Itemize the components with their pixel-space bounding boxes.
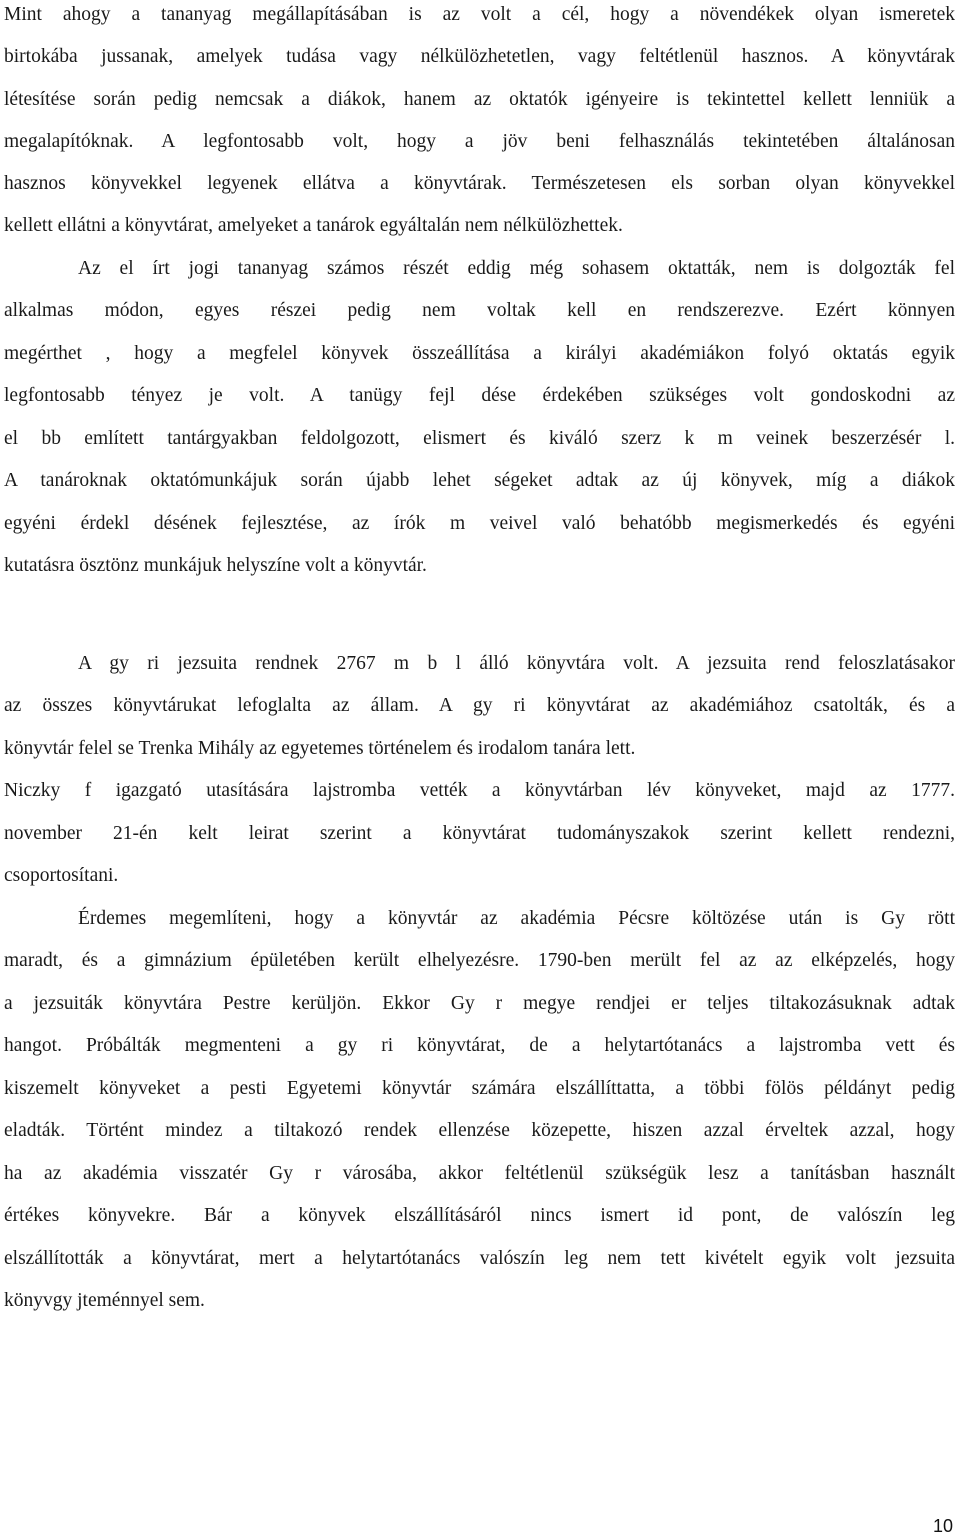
paragraph-1-line-3: létesítése során pedig nemcsak a diákok, hanem az oktatók igényeire is tekintettel kellett lenniük a — [4, 89, 955, 110]
paragraph-4-line-3: a jezsuiták könyvtára Pestre kerüljön. Ekkor Gy r megye rendjei er teljes tiltakozásuknak adtak — [4, 993, 955, 1014]
paragraph-3-line-1: A gy ri jezsuita rendnek 2767 m b l álló könyvtára volt. A jezsuita rend feloszlatásakor — [78, 653, 955, 674]
paragraph-3-line-6: csoportosítani. — [4, 865, 119, 886]
paragraph-3-line-3: könyvtár felel se Trenka Mihály az egyetemes történelem és irodalom tanára lett. — [4, 738, 636, 759]
paragraph-4-line-1: Érdemes megemlíteni, hogy a könyvtár az akadémia Pécsre költözése után is Gy rött — [78, 908, 955, 929]
paragraph-2-line-4: legfontosabb tényez je volt. A tanügy fejl dése érdekében szükséges volt gondoskodni az — [4, 385, 955, 406]
paragraph-4-line-7: ha az akadémia visszatér Gy r városába, akkor feltétlenül szükségük lesz a tanításban használt — [4, 1163, 955, 1184]
paragraph-4-line-8: értékes könyvekre. Bár a könyvek elszállításáról nincs ismert id pont, de valószín leg — [4, 1205, 955, 1226]
paragraph-2-line-6: A tanároknak oktatómunkájuk során újabb lehet ségeket adtak az új könyvek, míg a diákok — [4, 470, 955, 491]
paragraph-3-line-4: Niczky f igazgató utasítására lajstromba vették a könyvtárban lév könyveket, majd az 1777. — [4, 780, 955, 801]
paragraph-2-line-8: kutatásra ösztönz munkájuk helyszíne volt a könyvtár. — [4, 555, 427, 576]
paragraph-2-line-3: megérthet , hogy a megfelel könyvek összeállítása a királyi akadémiákon folyó oktatás egyik — [4, 343, 955, 364]
paragraph-2-line-5: el bb említett tantárgyakban feldolgozott, elismert és kiváló szerz k m veinek beszerzésér l. — [4, 428, 955, 449]
paragraph-2-line-2: alkalmas módon, egyes részei pedig nem voltak kell en rendszerezve. Ezért könnyen — [4, 300, 955, 321]
paragraph-1-line-6: kellett ellátni a könyvtárat, amelyeket a tanárok egyáltalán nem nélkülözhettek. — [4, 215, 623, 236]
paragraph-4-line-2: maradt, és a gimnázium épületében került elhelyezésre. 1790-ben merült fel az az elképzelés, hogy — [4, 950, 955, 971]
paragraph-2-line-1: Az el írt jogi tananyag számos részét eddig még sohasem oktatták, nem is dolgozták fel — [78, 258, 955, 279]
paragraph-1-line-4: megalapítóknak. A legfontosabb volt, hogy a jöv beni felhasználás tekintetében általánosan — [4, 131, 955, 152]
paragraph-4-line-6: eladták. Történt mindez a tiltakozó rendek ellenzése közepette, hiszen azzal érveltek azzal, hogy — [4, 1120, 955, 1141]
paragraph-4-line-4: hangot. Próbálták megmenteni a gy ri könyvtárat, de a helytartótanács a lajstromba vett és — [4, 1035, 955, 1056]
paragraph-3-line-2: az összes könyvtárukat lefoglalta az állam. A gy ri könyvtárat az akadémiához csatolták, és a — [4, 695, 955, 716]
paragraph-4-line-9: elszállították a könyvtárat, mert a helytartótanács valószín leg nem tett kivételt egyik volt jezsuita — [4, 1248, 955, 1269]
paragraph-4-line-10: könyvgy jteménnyel sem. — [4, 1290, 205, 1311]
paragraph-1-line-5: hasznos könyvekkel legyenek ellátva a könyvtárak. Természetesen els sorban olyan könyvekkel — [4, 173, 955, 194]
paragraph-2-line-7: egyéni érdekl désének fejlesztése, az írók m veivel való behatóbb megismerkedés és egyéni — [4, 513, 955, 534]
paragraph-1-line-2: birtokába jussanak, amelyek tudása vagy nélkülözhetetlen, vagy feltétlenül hasznos. A könyvtárak — [4, 46, 955, 67]
page-number: 10 — [932, 1516, 953, 1536]
paragraph-1-line-1: Mint ahogy a tananyag megállapításában is az volt a cél, hogy a növendékek olyan ismeretek — [4, 4, 955, 25]
paragraph-4-line-5: kiszemelt könyveket a pesti Egyetemi könyvtár számára elszállíttatta, a többi fölös példányt pedig — [4, 1078, 955, 1099]
paragraph-3-line-5: november 21-én kelt leirat szerint a könyvtárat tudományszakok szerint kellett rendezni, — [4, 823, 955, 844]
